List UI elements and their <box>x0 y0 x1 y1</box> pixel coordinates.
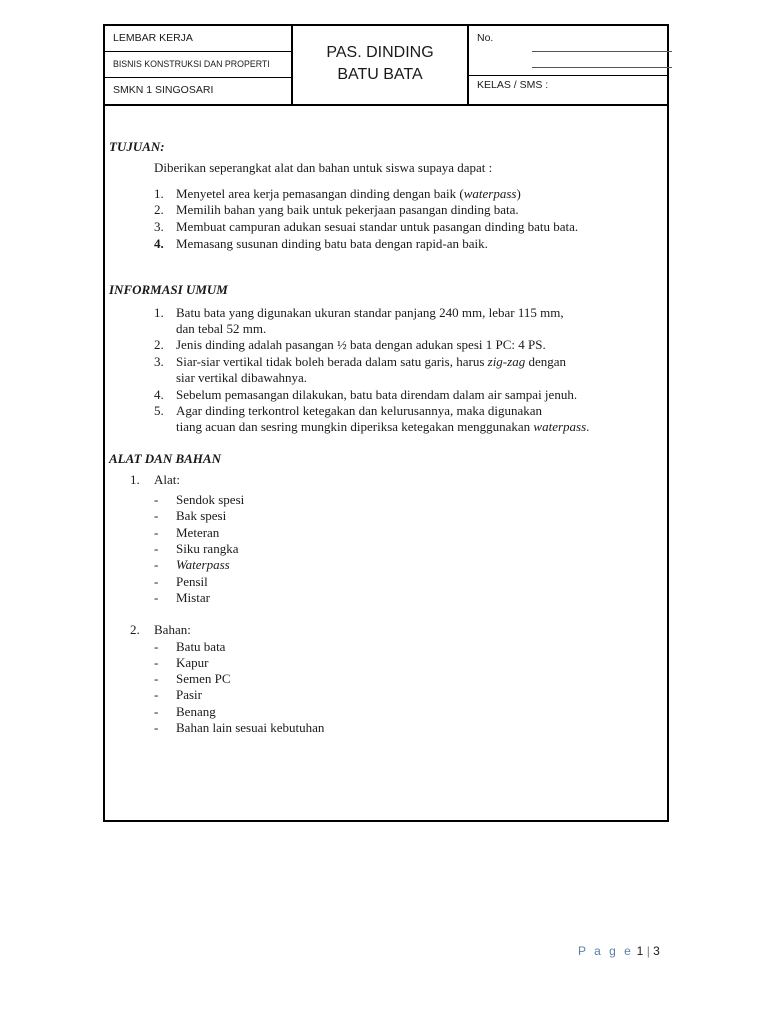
list-dash: - <box>154 687 159 702</box>
alat-item: Mistar <box>176 590 210 605</box>
informasi-item: Jenis dinding adalah pasangan ½ bata dengan adukan spesi 1 PC: 4 PS. <box>176 337 546 352</box>
title-line-1: PAS. DINDING <box>326 44 434 61</box>
page-footer <box>578 944 660 958</box>
alat-item: Sendok spesi <box>176 492 245 507</box>
bahan-item: Pasir <box>176 687 202 702</box>
list-number: 5. <box>154 403 164 418</box>
list-dash: - <box>154 574 159 589</box>
list-dash: - <box>154 639 159 654</box>
informasi-item: Agar dinding terkontrol ketegakan dan kelurusannya, maka digunakan <box>176 403 543 418</box>
list-dash: - <box>154 720 159 735</box>
page-separator: | <box>646 944 650 958</box>
header-no-label: No. <box>477 32 494 44</box>
alat-item: Pensil <box>176 574 208 589</box>
tujuan-item: Memilih bahan yang baik untuk pekerjaan pasangan dinding bata. <box>176 202 519 217</box>
header-divider-line <box>469 75 669 76</box>
informasi-item: Sebelum pemasangan dilakukan, batu bata direndam dalam air sampai jenuh. <box>176 387 578 402</box>
header-left-column <box>105 26 292 104</box>
header-right-column <box>469 26 669 104</box>
list-dash: - <box>154 704 159 719</box>
informasi-item-continued: dan tebal 52 mm. <box>176 321 267 336</box>
tujuan-item: Memasang susunan dinding batu bata dengan rapid-an baik. <box>176 236 488 251</box>
list-number: 1. <box>130 472 140 487</box>
header-divider-line <box>532 51 672 52</box>
list-number: 2. <box>154 202 164 217</box>
list-dash: - <box>154 508 159 523</box>
list-dash: - <box>154 541 159 556</box>
alat-item: Siku rangka <box>176 541 239 556</box>
list-number: 2. <box>130 622 140 637</box>
list-dash: - <box>154 525 159 540</box>
header-title <box>291 26 469 104</box>
tujuan-item: Menyetel area kerja pemasangan dinding dengan baik (waterpass) <box>176 186 521 201</box>
worksheet-frame <box>103 24 669 822</box>
bahan-item: Bahan lain sesuai kebutuhan <box>176 720 325 735</box>
informasi-item-continued: tiang acuan dan sesring mungkin diperiksa ketegakan menggunakan waterpass. <box>176 419 590 434</box>
header-divider-line <box>532 67 672 68</box>
header-program: BISNIS KONSTRUKSI DAN PROPERTI <box>105 52 292 78</box>
page-word: P a g e <box>578 944 634 958</box>
informasi-item-continued: siar vertikal dibawahnya. <box>176 370 308 385</box>
bahan-label: Bahan: <box>154 622 191 637</box>
section-heading-tujuan: TUJUAN: <box>109 139 165 154</box>
list-dash: - <box>154 557 159 572</box>
bahan-item: Semen PC <box>176 671 231 686</box>
bahan-item: Batu bata <box>176 639 226 654</box>
list-dash: - <box>154 671 159 686</box>
header-kelas-label: KELAS / SMS : <box>477 79 549 91</box>
header-lembar-kerja: LEMBAR KERJA <box>105 26 292 52</box>
informasi-item: Batu bata yang digunakan ukuran standar panjang 240 mm, lebar 115 mm, <box>176 305 564 320</box>
list-number: 4. <box>154 236 164 251</box>
alat-item: Bak spesi <box>176 508 227 523</box>
section-heading-alat-bahan: ALAT DAN BAHAN <box>109 451 221 466</box>
informasi-item: Siar-siar vertikal tidak boleh berada dalam satu garis, harus zig-zag dengan <box>176 354 566 369</box>
list-number: 4. <box>154 387 164 402</box>
list-number: 2. <box>154 337 164 352</box>
alat-item: Waterpass <box>176 557 230 572</box>
bahan-item: Benang <box>176 704 216 719</box>
section-heading-informasi: INFORMASI UMUM <box>109 282 228 297</box>
tujuan-item: Membuat campuran adukan sesuai standar untuk pasangan dinding batu bata. <box>176 219 579 234</box>
page-total: 3 <box>653 944 660 958</box>
header-school: SMKN 1 SINGOSARI <box>113 84 214 96</box>
alat-item: Meteran <box>176 525 220 540</box>
list-dash: - <box>154 655 159 670</box>
list-number: 1. <box>154 186 164 201</box>
worksheet-header <box>105 26 667 106</box>
page-current: 1 <box>636 944 644 958</box>
list-number: 3. <box>154 354 164 369</box>
list-number: 3. <box>154 219 164 234</box>
tujuan-intro: Diberikan seperangkat alat dan bahan untuk siswa supaya dapat : <box>154 160 493 175</box>
list-dash: - <box>154 492 159 507</box>
list-number: 1. <box>154 305 164 320</box>
bahan-item: Kapur <box>176 655 209 670</box>
list-dash: - <box>154 590 159 605</box>
title-line-2: BATU BATA <box>337 66 423 83</box>
alat-label: Alat: <box>154 472 180 487</box>
